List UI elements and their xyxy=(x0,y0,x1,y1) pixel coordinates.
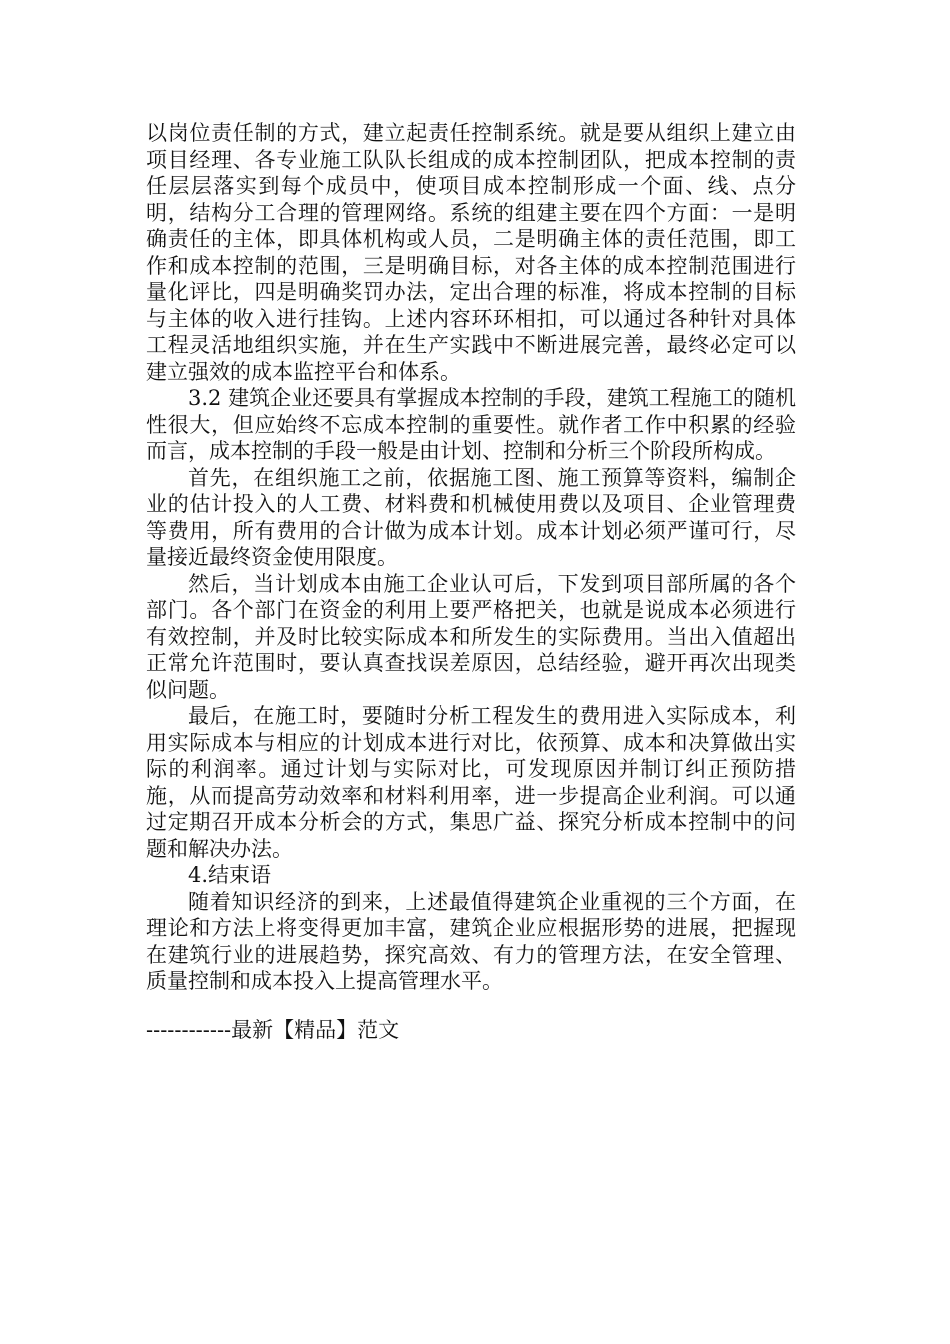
paragraph-finally-analysis: 最后，在施工时，要随时分析工程发生的费用进入实际成本，利用实际成本与相应的计划成本进行对比，依预算、成本和决算做出实际的利润率。通过计划与实际对比，可发现原因并制订纠正预防措施，从而提高劳动效率和材料利用率，进一步提高企业利润。可以通过定期召开成本分析会的方式，集思广益、探究分析成本控制中的问题和解决办法。 xyxy=(146,704,796,861)
paragraph-conclusion: 随着知识经济的到来，上述最值得建筑企业重视的三个方面，在理论和方法上将变得更加丰富，建筑企业应根据形势的进展，把握现在建筑行业的进展趋势，探究高效、有力的管理方法，在安全管理、质量控制和成本投入上提高管理水平。 xyxy=(146,889,796,993)
paragraph-first-planning: 首先，在组织施工之前，依据施工图、施工预算等资料，编制企业的估计投入的人工费、材料费和机械使用费以及项目、企业管理费等费用，所有费用的合计做为成本计划。成本计划必须严谨可行，尽量接近最终资金使用限度。 xyxy=(146,465,796,569)
footer-text: ------------最新【精品】范文 xyxy=(146,1018,400,1042)
paragraph-responsibility-system: 以岗位责任制的方式，建立起责任控制系统。就是要从组织上建立由项目经理、各专业施工队队长组成的成本控制团队，把成本控制的责任层层落实到每个成员中，使项目成本控制形成一个面、线、点分明，结构分工合理的管理网络。系统的组建主要在四个方面：一是明确责任的主体，即具体机构或人员，二是明确主体的责任范围，即工作和成本控制的范围，三是明确目标，对各主体的成本控制范围进行量化评比，四是明确奖罚办法，定出合理的标准，将成本控制的目标与主体的收入进行挂钩。上述内容环环相扣，可以通过各种针对具体工程灵活地组织实施，并在生产实践中不断进展完善，最终必定可以建立强效的成本监控平台和体系。 xyxy=(146,121,796,384)
paragraph-then-control: 然后，当计划成本由施工企业认可后，下发到项目部所属的各个部门。各个部门在资金的利用上要严格把关，也就是说成本必须进行有效控制，并及时比较实际成本和所发生的实际费用。当出入值超出正常允许范围时，要认真查找误差原因，总结经验，避开再次出现类似问题。 xyxy=(146,571,796,702)
section-heading-conclusion: 4.结束语 xyxy=(188,863,272,887)
document-body xyxy=(146,120,796,995)
paragraph-cost-control-means: 3.2 建筑企业还要具有掌握成本控制的手段，建筑工程施工的随机性很大，但应始终不忘成本控制的重要性。就作者工作中积累的经验而言，成本控制的手段一般是由计划、控制和分析三个阶段所构成。 xyxy=(146,386,796,463)
